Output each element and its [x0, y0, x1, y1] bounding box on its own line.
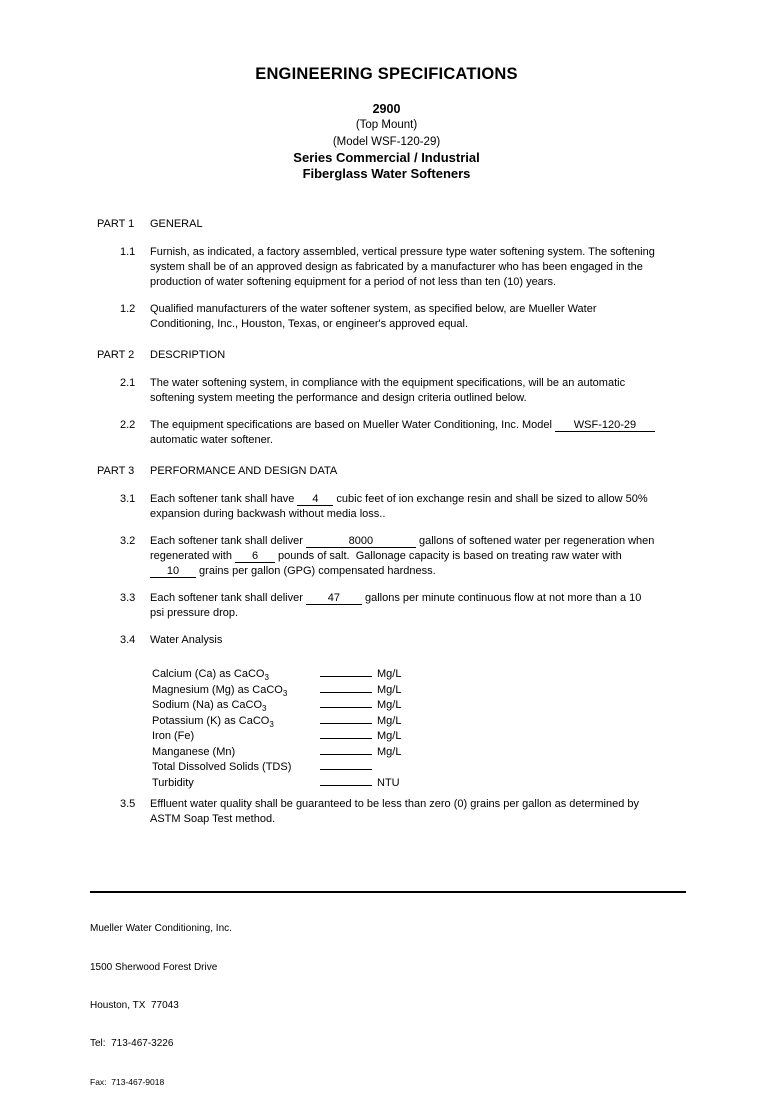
- water-analysis-row: [152, 742, 655, 758]
- item-number: 3.5: [120, 798, 136, 811]
- spec-item-3-1: [120, 492, 655, 522]
- water-analysis-value-blank: [320, 726, 372, 739]
- company-name: Mueller Water Conditioning, Inc.: [90, 923, 232, 935]
- part3-title: PERFORMANCE AND DESIGN DATA: [150, 465, 338, 478]
- analyte-unit: Mg/L: [377, 683, 402, 696]
- part1-label: PART 1: [97, 218, 135, 231]
- item-number: 2.1: [120, 377, 136, 390]
- model-blank: WSF-120-29: [555, 419, 655, 432]
- item-text: [150, 534, 658, 579]
- phone-number: Tel: 713-467-3226: [90, 1037, 174, 1049]
- water-analysis-row: [152, 773, 655, 789]
- part2-title: DESCRIPTION: [150, 349, 226, 362]
- water-analysis-row: [152, 680, 655, 699]
- item-text: Qualified manufacturers of the water softener system, as specified below, are Mueller Water Conditioning, Inc., Houston, Texas, or engineer's approved equal.: [150, 303, 600, 331]
- item-number: 3.1: [120, 493, 136, 506]
- analyte-subscript: 3: [262, 704, 267, 714]
- item-number: 3.2: [120, 535, 136, 548]
- item-text: Furnish, as indicated, a factory assembled, vertical pressure type water softening system. The softening system shall be of an approved design as fabricated by a manufacturer who has been engaged in the production of water softening equipment for a period of not less than ten (10) years.: [150, 246, 658, 289]
- water-analysis-value-blank: [320, 757, 372, 770]
- analyte-name: Sodium (Na) as CaCO: [152, 699, 263, 712]
- footer-contact-block: [90, 898, 686, 1114]
- hardness-gpg-blank: 10: [150, 565, 196, 578]
- model-label: (Model WSF-120-29): [332, 135, 441, 148]
- item-text-segment: automatic water softener.: [150, 419, 659, 447]
- item-text: Effluent water quality shall be guaranteed to be less than zero (0) grains per gallon as determined by ASTM Soap Test method.: [150, 798, 642, 826]
- item-number: 2.2: [120, 419, 136, 432]
- item-number: 1.2: [120, 303, 136, 316]
- analyte-unit: Mg/L: [377, 668, 402, 681]
- water-analysis-value-blank: [320, 664, 372, 677]
- item-text-segment: gallons of softened water per regeneration when regenerated with: [150, 535, 658, 563]
- analyte-name: Calcium (Ca) as CaCO: [152, 668, 265, 681]
- water-analysis-row: [152, 711, 655, 730]
- water-analysis-value-blank: [320, 742, 372, 755]
- part1-heading: [97, 217, 655, 232]
- fax-number: Fax: 713-467-9018: [90, 1076, 165, 1087]
- item-text-segment: cubic feet of ion exchange resin and shall be sized to allow 50% expansion during backwash without media loss..: [150, 493, 651, 521]
- item-text: [150, 591, 655, 621]
- water-analysis-row: [152, 695, 655, 714]
- flow-gpm-blank: 47: [306, 592, 362, 605]
- water-analysis-value-blank: [320, 680, 372, 693]
- item-text-segment: The equipment specifications are based on Mueller Water Conditioning, Inc. Model: [150, 419, 555, 432]
- analyte-name: Total Dissolved Solids (TDS): [152, 761, 292, 774]
- spec-item-2-1: [120, 376, 655, 406]
- part3-label: PART 3: [97, 465, 135, 478]
- analyte-unit: Mg/L: [377, 699, 402, 712]
- document-body: [0, 217, 773, 827]
- series-title-line2: Fiberglass Water Softeners: [302, 166, 471, 182]
- item-text: The water softening system, in compliance with the equipment specifications, will be an automatic softening system meeting the performance and design criteria outlined below.: [150, 377, 629, 405]
- item-text: [150, 418, 659, 448]
- item-number: 3.4: [120, 634, 136, 647]
- analyte-name: Magnesium (Mg) as CaCO: [152, 683, 283, 696]
- part2-heading: [97, 348, 655, 363]
- gallons-per-regeneration-blank: 8000: [306, 535, 416, 548]
- analyte-name: Turbidity: [152, 776, 194, 789]
- salt-pounds-blank: 6: [235, 550, 275, 563]
- item-text-segment: gallons per minute continuous flow at not more than a 10 psi pressure drop.: [150, 592, 645, 620]
- item-number: 1.1: [120, 246, 136, 259]
- water-analysis-value-blank: [320, 773, 372, 786]
- document-footer: [90, 891, 686, 1114]
- resin-volume-blank: 4: [297, 493, 333, 506]
- analyte-subscript: 3: [269, 720, 274, 730]
- item-text-segment: grains per gallon (GPG) compensated hardness.: [196, 565, 436, 578]
- item-text-segment: Each softener tank shall deliver: [150, 535, 306, 548]
- spec-item-1-2: [120, 302, 655, 332]
- spec-item-2-2: [120, 418, 659, 448]
- part3-heading: [97, 464, 655, 479]
- spec-item-3-2: [120, 534, 658, 579]
- analyte-name: Potassium (K) as CaCO: [152, 714, 270, 727]
- item-text-segment: pounds of salt. Gallonage capacity is based on treating raw water with: [275, 550, 625, 563]
- spec-item-3-5: [120, 797, 655, 827]
- item-text-segment: Each softener tank shall deliver: [150, 592, 306, 605]
- footer-divider: [90, 891, 686, 893]
- spec-item-1-1: [120, 245, 658, 290]
- mount-type-label: (Top Mount): [355, 119, 418, 132]
- series-title-line1: Series Commercial / Industrial: [293, 149, 480, 165]
- water-analysis-value-blank: [320, 711, 372, 724]
- part1-title: GENERAL: [150, 218, 203, 231]
- analyte-unit: NTU: [377, 776, 400, 789]
- analyte-unit: Mg/L: [377, 730, 402, 743]
- address-line-1: 1500 Sherwood Forest Drive: [90, 961, 218, 973]
- water-analysis-table: [152, 664, 655, 788]
- item-text-segment: Each softener tank shall have: [150, 493, 298, 506]
- analyte-name: Iron (Fe): [152, 730, 195, 743]
- analyte-subscript: 3: [264, 673, 269, 683]
- series-number: 2900: [372, 102, 401, 116]
- water-analysis-title: Water Analysis: [150, 634, 223, 647]
- spec-item-3-3: [120, 591, 655, 621]
- water-analysis-row: [152, 664, 655, 683]
- analyte-unit: Mg/L: [377, 745, 402, 758]
- analyte-subscript: 3: [282, 689, 288, 699]
- page-title: ENGINEERING SPECIFICATIONS: [255, 65, 518, 83]
- document-header: [0, 0, 773, 182]
- address-line-2: Houston, TX 77043: [90, 999, 179, 1011]
- part2-label: PART 2: [97, 349, 135, 362]
- water-analysis-value-blank: [320, 695, 372, 708]
- item-text: [150, 492, 655, 522]
- water-analysis-row: [152, 757, 655, 773]
- item-number: 3.3: [120, 592, 136, 605]
- analyte-label: [152, 776, 320, 794]
- analyte-unit: Mg/L: [377, 714, 402, 727]
- analyte-name: Manganese (Mn): [152, 745, 236, 758]
- document-subheading: [0, 101, 773, 182]
- water-analysis-row: [152, 726, 655, 742]
- spec-item-3-4: [120, 633, 655, 648]
